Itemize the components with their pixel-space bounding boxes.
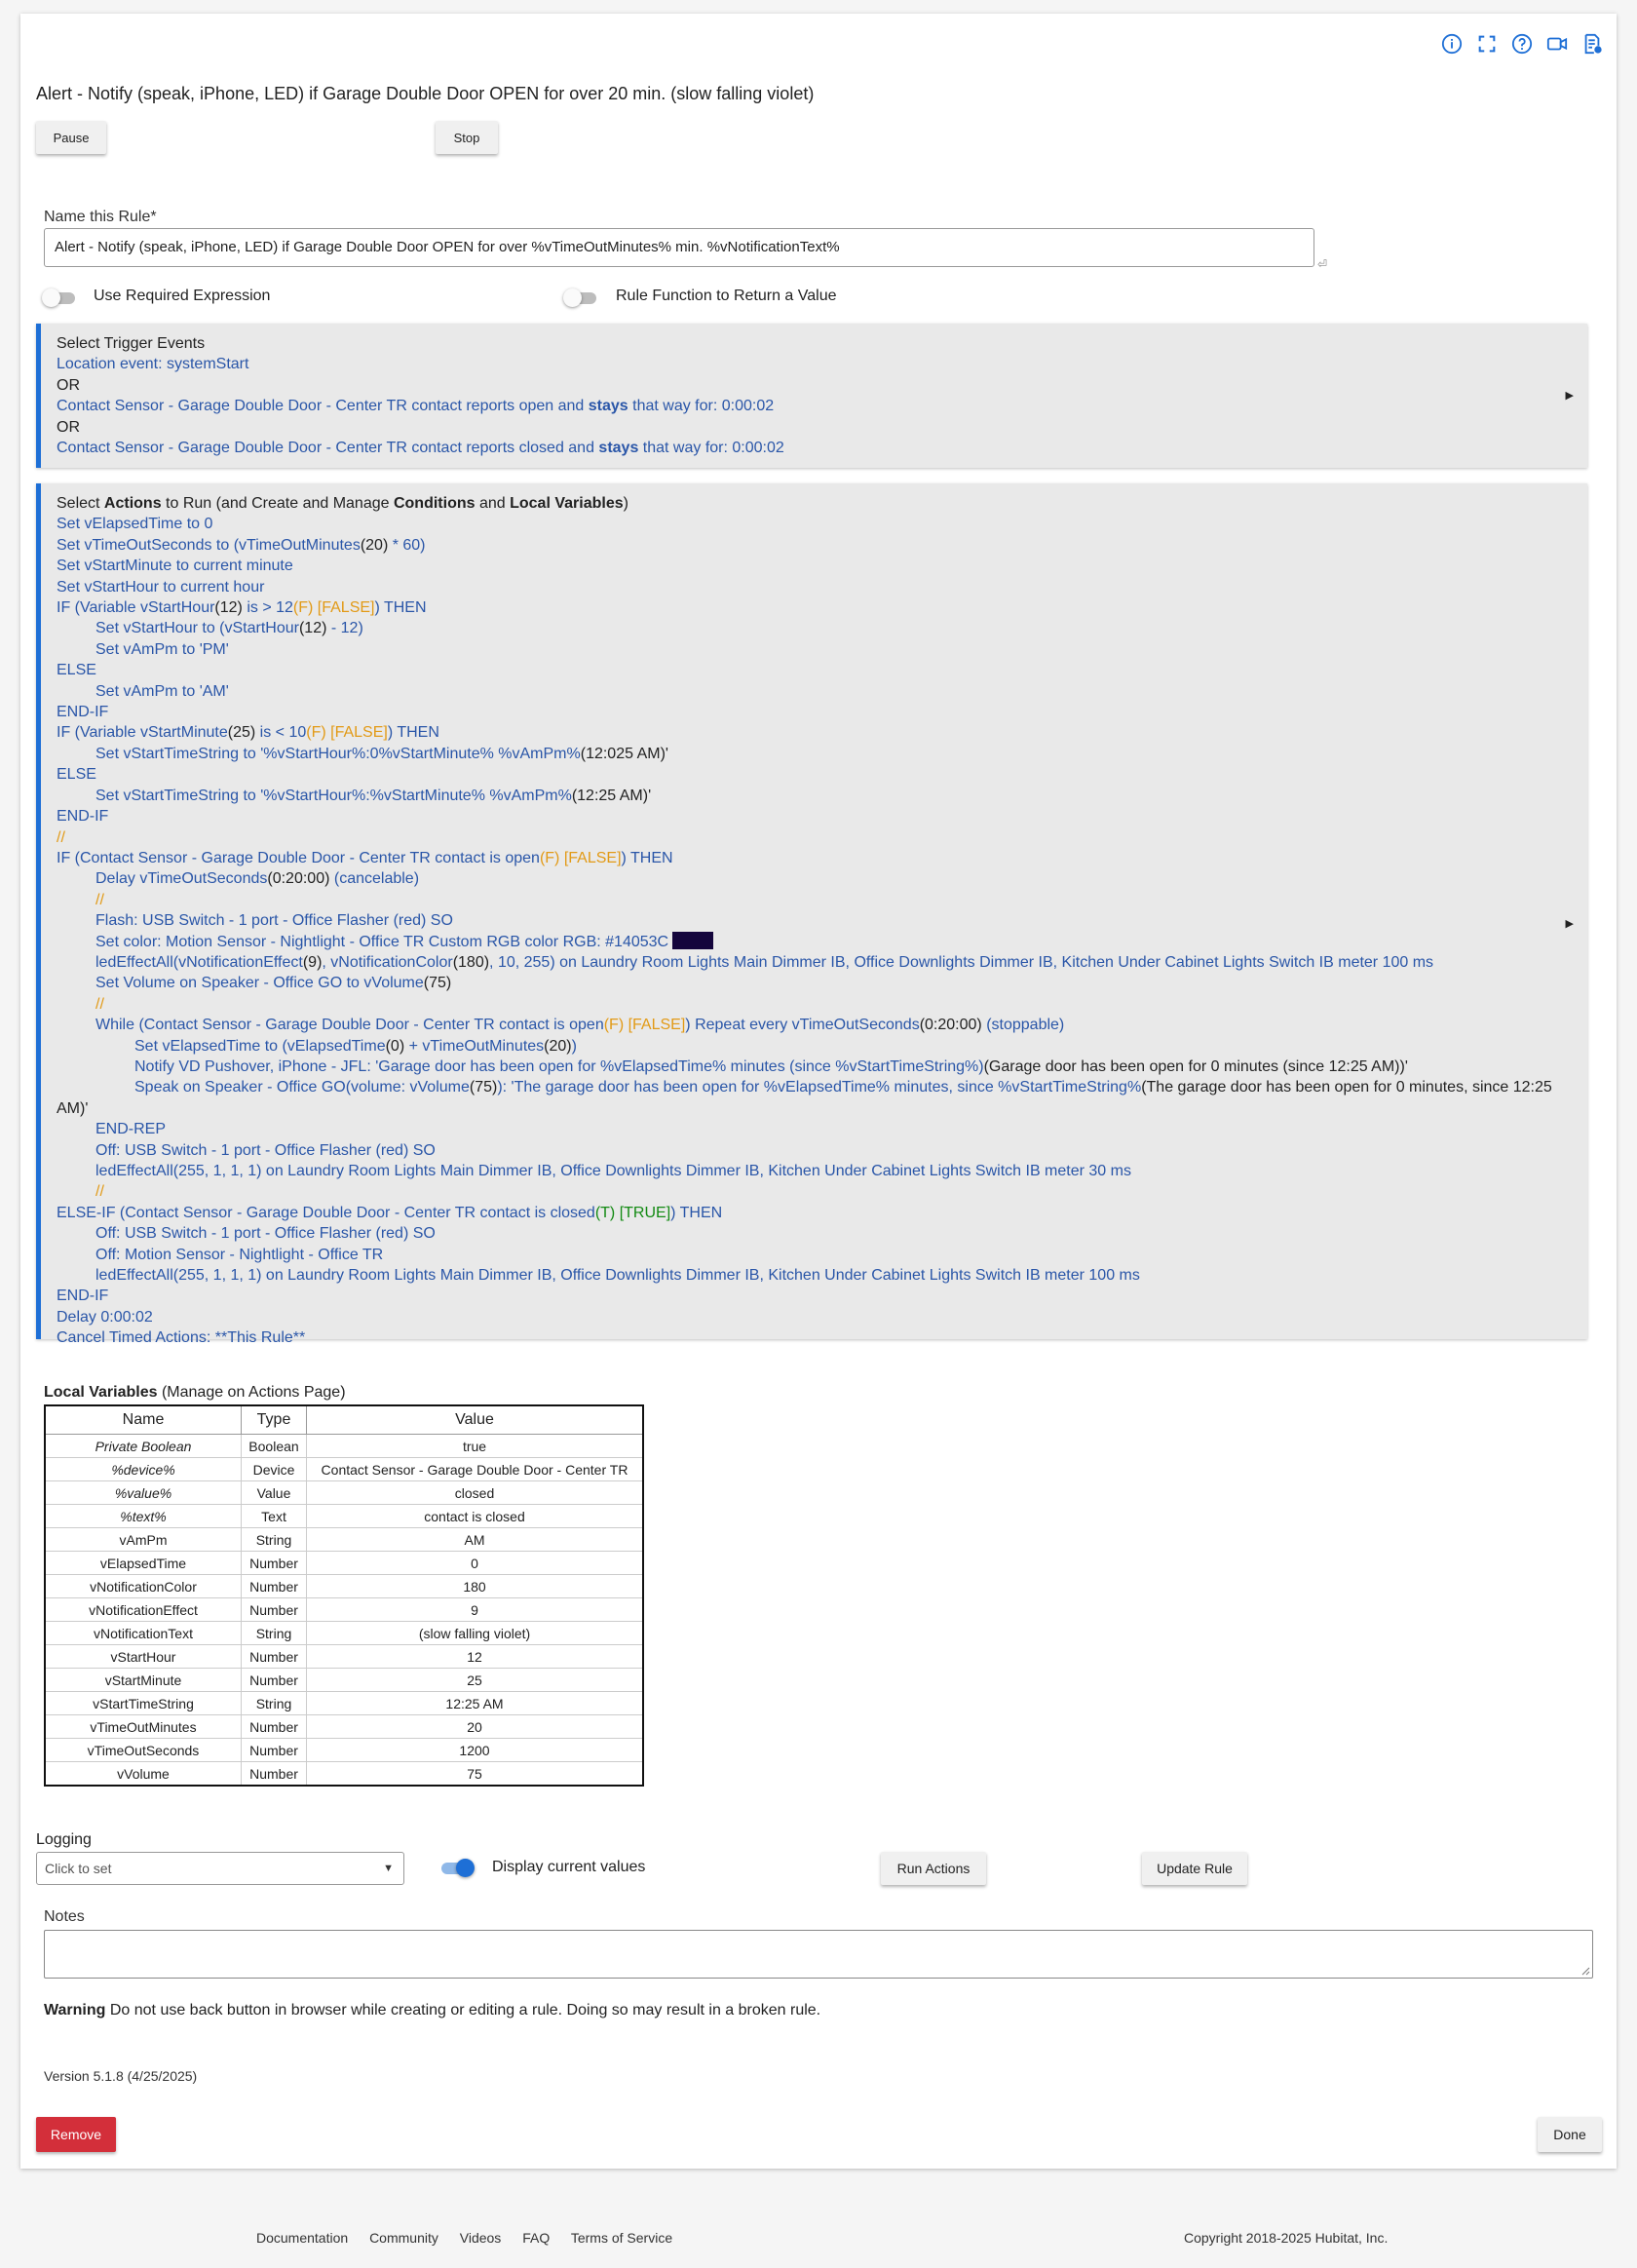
trigger-line: Contact Sensor - Garage Double Door - Center TR contact reports closed and stays that way for: 0:00:02 [57,440,784,457]
required-expression-label: Use Required Expression [94,288,271,304]
action-line: ELSE [57,662,96,679]
table-cell-value: closed [307,1481,644,1505]
table-cell-name: vNotificationColor [45,1575,242,1598]
table-cell-type: Number [242,1598,307,1622]
logging-select[interactable]: Click to set ▼ [36,1852,404,1885]
actions-panel[interactable] [36,483,1587,1347]
table-row [45,1622,643,1645]
table-cell-type: Number [242,1645,307,1669]
action-line: IF (Variable vStartMinute(25) is < 10(F) [FALSE]) THEN [57,724,439,742]
rule-card [20,14,1617,2169]
table-cell-type: Boolean [242,1435,307,1458]
table-cell-name: vNotificationEffect [45,1598,242,1622]
video-icon[interactable] [1546,33,1568,55]
action-line: IF (Contact Sensor - Garage Double Door - Center TR contact is open(F) [FALSE]) THEN [57,849,673,866]
table-row [45,1435,643,1458]
table-cell-name: %text% [45,1505,242,1528]
warning-text: Warning Do not use back button in browser while creating or editing a rule. Doing so may result in a broken rule. [44,2002,821,2018]
trigger-line: Contact Sensor - Garage Double Door - Center TR contact reports open and stays that way for: 0:00:02 [57,398,775,415]
action-line: Set vStartHour to current hour [57,578,265,596]
table-cell-value: 1200 [307,1739,644,1762]
rule-name-input[interactable]: Alert - Notify (speak, iPhone, LED) if Garage Double Door OPEN for over %vTimeOutMinutes% min. %vNotificationText% [44,228,1314,267]
table-cell-value: 20 [307,1715,644,1739]
table-cell-value: 0 [307,1552,644,1575]
table-cell-name: %value% [45,1481,242,1505]
table-cell-name: vAmPm [45,1528,242,1552]
action-line: Set vStartMinute to current minute [57,557,293,575]
table-cell-type: Number [242,1715,307,1739]
action-line: Set Volume on Speaker - Office GO to vVolume(75) [95,975,452,992]
table-cell-value: contact is closed [307,1505,644,1528]
table-row [45,1692,643,1715]
notes-textarea[interactable] [44,1930,1593,1979]
top-toolbar [1441,33,1603,55]
table-row [45,1669,643,1692]
fullscreen-icon[interactable] [1476,33,1498,55]
table-cell-type: String [242,1622,307,1645]
required-expression-toggle[interactable] [42,288,77,307]
table-row [45,1552,643,1575]
table-cell-value: 180 [307,1575,644,1598]
table-cell-name: vStartHour [45,1645,242,1669]
pause-button[interactable]: Pause [36,121,106,154]
table-row [45,1575,643,1598]
action-line: Flash: USB Switch - 1 port - Office Flasher (red) SO [95,912,453,930]
table-cell-type: Number [242,1739,307,1762]
action-line: Set color: Motion Sensor - Nightlight - Office TR Custom RGB color RGB: #14053C [57,932,1574,952]
table-cell-type: Device [242,1458,307,1481]
action-line: END-REP [95,1121,167,1138]
rule-function-label: Rule Function to Return a Value [616,288,837,304]
action-line: Set vElapsedTime to 0 [57,516,213,533]
table-cell-name: vNotificationText [45,1622,242,1645]
table-cell-type: String [242,1692,307,1715]
footer-link-videos[interactable]: Videos [459,2230,502,2246]
page-title: Alert - Notify (speak, iPhone, LED) if Garage Double Door OPEN for over 20 min. (slow falling violet) [36,84,815,103]
table-cell-value: 12 [307,1645,644,1669]
table-cell-value: 9 [307,1598,644,1622]
run-actions-button[interactable]: Run Actions [881,1852,986,1885]
table-row [45,1481,643,1505]
action-line: Set vStartTimeString to '%vStartHour%:0%vStartMinute% %vAmPm%(12:025 AM)' [95,745,668,762]
trigger-or: OR [57,418,80,436]
action-line: Off: USB Switch - 1 port - Office Flasher (red) SO [95,1225,436,1243]
table-cell-name: %device% [45,1458,242,1481]
table-cell-type: Text [242,1505,307,1528]
action-line: // [95,995,104,1013]
action-line: Set vStartTimeString to '%vStartHour%:%vStartMinute% %vAmPm%(12:25 AM)' [95,787,652,804]
rule-function-toggle[interactable] [563,288,598,307]
chevron-down-icon: ▼ [383,1863,394,1874]
footer-links [256,2230,690,2246]
version-label: Version 5.1.8 (4/25/2025) [44,2068,198,2084]
table-cell-name: Private Boolean [45,1435,242,1458]
action-line: Off: Motion Sensor - Nightlight - Office TR [95,1246,384,1263]
resize-grip-icon[interactable] [1580,1966,1590,1976]
action-line: Set vTimeOutSeconds to (vTimeOutMinutes(20) * 60) [57,536,426,554]
action-line: ELSE-IF (Contact Sensor - Garage Double Door - Center TR contact is closed(T) [TRUE]) THEN [57,1204,723,1221]
rule-log-icon[interactable] [1581,33,1603,55]
action-line: END-IF [57,808,109,826]
action-line: Notify VD Pushover, iPhone - JFL: 'Garage door has been open for %vElapsedTime% minutes (since %vStartTimeString%)(Garage door has been open for 0 minutes (since 12:25 AM))' [134,1057,1408,1075]
trigger-line: Location event: systemStart [57,356,249,373]
action-line: Set vAmPm to 'AM' [95,682,229,700]
table-cell-name: vVolume [45,1762,242,1787]
table-row [45,1528,643,1552]
action-line: ledEffectAll(255, 1, 1, 1) on Laundry Room Lights Main Dimmer IB, Office Downlights Dimmer IB, Kitchen Under Cabinet Lights Switch IB meter 100 ms [95,1267,1140,1285]
rule-name-label: Name this Rule* [44,209,157,225]
action-line: Delay 0:00:02 [57,1308,153,1326]
help-icon[interactable] [1511,33,1533,55]
column-header: Value [307,1405,644,1435]
expand-arrow-icon[interactable]: ▶ [1565,918,1574,930]
info-icon[interactable] [1441,33,1463,55]
action-line: END-IF [57,704,109,721]
action-line: Set vAmPm to 'PM' [95,640,229,658]
footer-link-documentation[interactable]: Documentation [256,2230,349,2246]
table-row [45,1739,643,1762]
action-line: ELSE [57,766,96,784]
footer-link-community[interactable]: Community [369,2230,438,2246]
table-cell-value: (slow falling violet) [307,1622,644,1645]
actions-header: Select Actions to Run (and Create and Manage Conditions and Local Variables) [57,495,628,512]
action-line: ledEffectAll(vNotificationEffect(9), vNotificationColor(180), 10, 255) on Laundry Room Lights Main Dimmer IB, Office Downlights Dimmer IB, Kitchen Under Cabinet Lights Switch IB meter 100 ms [95,953,1434,971]
table-cell-type: Number [242,1762,307,1787]
action-line: Delay vTimeOutSeconds(0:20:00) (cancelable) [95,870,420,888]
table-cell-value: true [307,1435,644,1458]
remove-button[interactable]: Remove [36,2117,116,2152]
table-cell-type: Value [242,1481,307,1505]
table-row [45,1762,643,1787]
color-swatch [672,932,713,949]
footer-link-terms[interactable]: Terms of Service [570,2230,673,2246]
table-cell-type: Number [242,1552,307,1575]
table-row [45,1715,643,1739]
table-cell-value: 25 [307,1669,644,1692]
trigger-header: Select Trigger Events [57,335,206,352]
table-cell-value: 12:25 AM [307,1692,644,1715]
table-cell-type: String [242,1528,307,1552]
action-line: ledEffectAll(255, 1, 1, 1) on Laundry Room Lights Main Dimmer IB, Office Downlights Dimmer IB, Kitchen Under Cabinet Lights Switch IB meter 30 ms [95,1163,1131,1179]
done-button[interactable]: Done [1538,2117,1602,2152]
action-line: While (Contact Sensor - Garage Double Door - Center TR contact is open(F) [FALSE]) Repeat every vTimeOutSeconds(0:20:00) (stoppable) [95,1017,1065,1034]
table-cell-name: vTimeOutMinutes [45,1715,242,1739]
action-line: Set vStartHour to (vStartHour(12) - 12) [95,620,363,637]
action-line: Off: USB Switch - 1 port - Office Flasher (red) SO [95,1141,436,1159]
column-header: Type [242,1405,307,1435]
enter-icon: ⏎ [1317,257,1328,271]
update-rule-button[interactable]: Update Rule [1142,1852,1247,1885]
action-line: IF (Variable vStartHour(12) is > 12(F) [FALSE]) THEN [57,599,427,617]
table-cell-name: vTimeOutSeconds [45,1739,242,1762]
expand-arrow-icon[interactable]: ▶ [1565,390,1574,402]
copyright: Copyright 2018-2025 Hubitat, Inc. [1184,2230,1389,2246]
notes-label: Notes [44,1908,85,1925]
action-line: AM)' [57,1099,89,1117]
table-row [45,1598,643,1622]
trigger-events-panel[interactable] [36,324,1587,468]
table-cell-type: Number [242,1669,307,1692]
table-cell-value: Contact Sensor - Garage Double Door - Center TR [307,1458,644,1481]
action-line: // [95,891,104,908]
logging-label: Logging [36,1831,92,1848]
table-cell-value: AM [307,1528,644,1552]
local-variables-table [44,1404,644,1787]
stop-button[interactable]: Stop [436,121,498,154]
display-values-label: Display current values [492,1859,646,1875]
table-cell-name: vElapsedTime [45,1552,242,1575]
table-row [45,1505,643,1528]
display-values-toggle[interactable] [439,1858,475,1877]
table-cell-type: Number [242,1575,307,1598]
table-cell-value: 75 [307,1762,644,1787]
table-cell-name: vStartTimeString [45,1692,242,1715]
action-line: END-IF [57,1288,109,1305]
local-variables-title: Local Variables (Manage on Actions Page) [44,1384,346,1401]
action-line: // [57,828,65,846]
trigger-or: OR [57,376,80,394]
table-row [45,1645,643,1669]
action-line: Set vElapsedTime to (vElapsedTime(0) + vTimeOutMinutes(20)) [134,1037,577,1055]
column-header: Name [45,1405,242,1435]
action-line: Cancel Timed Actions: **This Rule** [57,1329,306,1347]
table-cell-name: vStartMinute [45,1669,242,1692]
action-line: // [95,1183,104,1201]
footer-link-faq[interactable]: FAQ [522,2230,551,2246]
table-row [45,1458,643,1481]
action-line: Speak on Speaker - Office GO(volume: vVolume(75)): 'The garage door has been open for %vElapsedTime% minutes, since %vStartTimeString%(The garage door has been open for 0 minutes, since 12:25 [134,1079,1552,1096]
